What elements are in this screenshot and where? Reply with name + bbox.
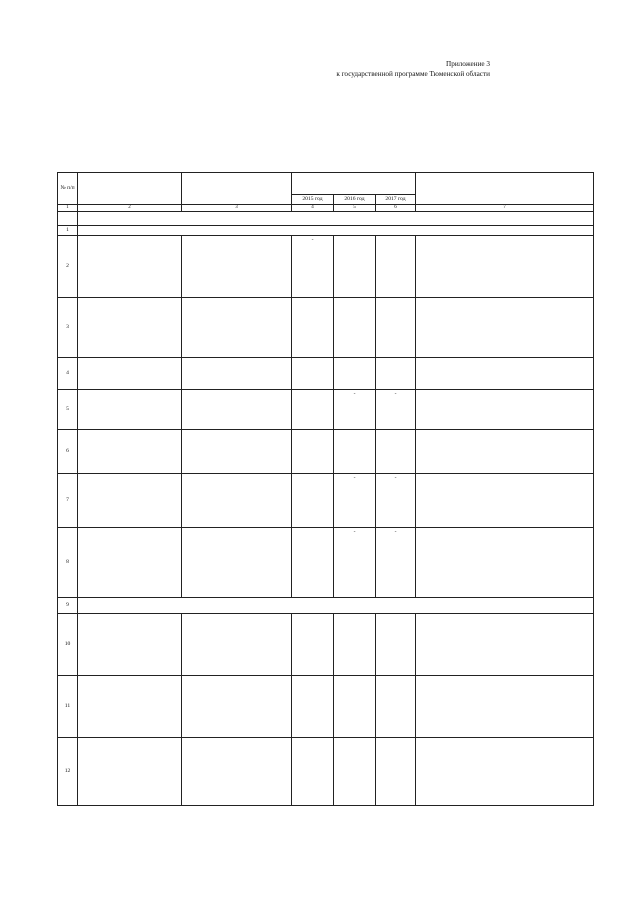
executor xyxy=(182,474,292,528)
appendix-reference: к государственной программе Тюменской области xyxy=(336,69,490,78)
header-year-2017: 2017 год xyxy=(376,195,416,205)
term-2015 xyxy=(292,358,334,390)
header-measure-name xyxy=(78,173,182,205)
program-goal xyxy=(78,212,594,226)
term-2017 xyxy=(376,430,416,474)
term-2016 xyxy=(334,430,376,474)
executor xyxy=(182,528,292,598)
task-1 xyxy=(78,226,594,236)
term-2016 xyxy=(334,614,376,676)
column-numbers-row xyxy=(58,205,594,212)
column-number: 6 xyxy=(376,205,416,212)
row-number: 7 xyxy=(58,474,78,528)
term-2016 xyxy=(334,358,376,390)
expected-result xyxy=(416,390,594,430)
column-number: 3 xyxy=(182,205,292,212)
table-row xyxy=(58,358,594,390)
column-number: 1 xyxy=(58,205,78,212)
measure-name xyxy=(78,358,182,390)
term-2017: - xyxy=(376,474,416,528)
expected-result xyxy=(416,738,594,806)
measure-name xyxy=(78,298,182,358)
row-number: 12 xyxy=(58,738,78,806)
row-number: 4 xyxy=(58,358,78,390)
measure-name xyxy=(78,236,182,298)
column-number: 7 xyxy=(416,205,594,212)
expected-result xyxy=(416,430,594,474)
executor xyxy=(182,738,292,806)
table-row xyxy=(58,676,594,738)
term-2015 xyxy=(292,474,334,528)
row-number: 2 xyxy=(58,236,78,298)
executor xyxy=(182,614,292,676)
table-row xyxy=(58,390,594,430)
column-number: 4 xyxy=(292,205,334,212)
measure-name xyxy=(78,390,182,430)
term-2016 xyxy=(334,676,376,738)
executor xyxy=(182,676,292,738)
row-number: 5 xyxy=(58,390,78,430)
row-number: 8 xyxy=(58,528,78,598)
column-number: 5 xyxy=(334,205,376,212)
term-2015 xyxy=(292,298,334,358)
task-row xyxy=(58,598,594,614)
term-2016 xyxy=(334,236,376,298)
header-number: № п/п xyxy=(58,173,78,205)
row-number: 11 xyxy=(58,676,78,738)
term-2015 xyxy=(292,528,334,598)
measure-name xyxy=(78,738,182,806)
term-2017 xyxy=(376,738,416,806)
term-2016: - xyxy=(334,390,376,430)
table-row xyxy=(58,738,594,806)
measure-name xyxy=(78,614,182,676)
appendix-number: Приложение 3 xyxy=(446,60,490,68)
row-number: 9 xyxy=(58,598,78,614)
header-year-2016: 2016 год xyxy=(334,195,376,205)
term-2017 xyxy=(376,676,416,738)
expected-result xyxy=(416,236,594,298)
term-2015 xyxy=(292,430,334,474)
header-result xyxy=(416,173,594,205)
table-row xyxy=(58,298,594,358)
row-number xyxy=(58,212,78,226)
task-2 xyxy=(78,598,594,614)
term-2015 xyxy=(292,614,334,676)
table-row xyxy=(58,528,594,598)
term-2017: - xyxy=(376,390,416,430)
measure-name xyxy=(78,474,182,528)
expected-result xyxy=(416,614,594,676)
expected-result xyxy=(416,676,594,738)
term-2017 xyxy=(376,298,416,358)
measure-name xyxy=(78,430,182,474)
executor xyxy=(182,236,292,298)
header-executor xyxy=(182,173,292,205)
expected-result xyxy=(416,358,594,390)
term-2015 xyxy=(292,738,334,806)
goal-row xyxy=(58,212,594,226)
term-2016 xyxy=(334,738,376,806)
table-row xyxy=(58,430,594,474)
header-term xyxy=(292,173,416,195)
task-row xyxy=(58,226,594,236)
row-number: 3 xyxy=(58,298,78,358)
row-number: 6 xyxy=(58,430,78,474)
executor xyxy=(182,358,292,390)
appendix-header xyxy=(290,60,490,79)
executor xyxy=(182,430,292,474)
expected-result xyxy=(416,474,594,528)
term-2015 xyxy=(292,676,334,738)
term-2016 xyxy=(334,298,376,358)
executor xyxy=(182,390,292,430)
term-2015 xyxy=(292,390,334,430)
table-row xyxy=(58,474,594,528)
document-title xyxy=(60,88,600,93)
term-2016: - xyxy=(334,474,376,528)
table-row xyxy=(58,236,594,298)
term-2017: - xyxy=(376,528,416,598)
row-number: 1 xyxy=(58,226,78,236)
header-year-2015: 2015 год xyxy=(292,195,334,205)
row-number: 10 xyxy=(58,614,78,676)
term-2017 xyxy=(376,236,416,298)
measure-name xyxy=(78,676,182,738)
expected-result xyxy=(416,528,594,598)
measure-name xyxy=(78,528,182,598)
column-number: 2 xyxy=(78,205,182,212)
expected-result xyxy=(416,298,594,358)
executor xyxy=(182,298,292,358)
measures-table xyxy=(57,172,594,806)
term-2017 xyxy=(376,358,416,390)
table-row xyxy=(58,614,594,676)
term-2015: - xyxy=(292,236,334,298)
term-2016: - xyxy=(334,528,376,598)
term-2017 xyxy=(376,614,416,676)
